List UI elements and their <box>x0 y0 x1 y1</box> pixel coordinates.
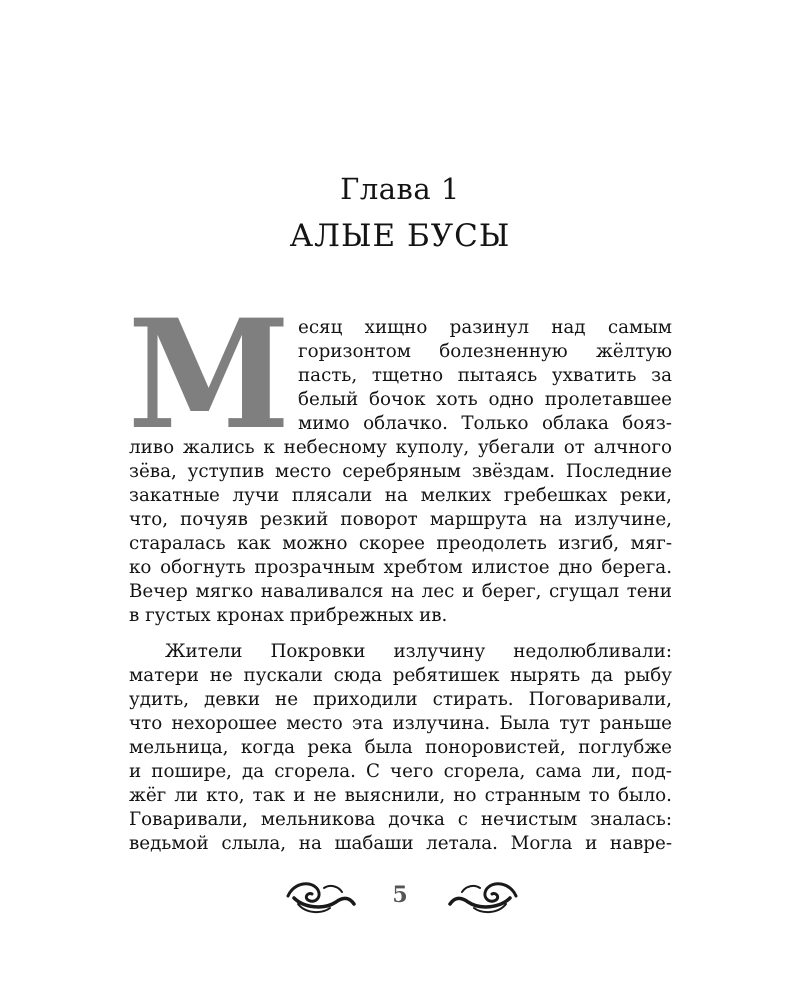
text-line: закатные лучи плясали на мелких гребешках реки, <box>129 485 672 506</box>
drop-cap: М <box>127 287 291 463</box>
text-line: в густых кронах прибрежных ив. <box>129 605 448 626</box>
right-flourish-icon <box>448 874 520 918</box>
text-line: ведьмой слыла, на шабаши летала. Могла и навре- <box>129 833 672 854</box>
chapter-title: АЛЫЕ БУСЫ <box>289 218 511 254</box>
text-line: ливо жались к небесному куполу, убегали от алчного <box>129 437 672 458</box>
text-line: и пошире, да сгорела. С чего сгорела, сама ли, под- <box>129 761 672 782</box>
text-line: матери не пускали сюда ребятишек нырять да рыбу <box>129 665 672 686</box>
text-line: пасть, тщетно пытаясь ухватить за <box>298 365 672 386</box>
text-line: белый бочок хоть одно пролетавшее <box>298 389 672 410</box>
text-line: горизонтом болезненную жёлтую <box>298 341 672 362</box>
text-line: старалась как можно скорее преодолеть изгиб, мяг- <box>129 533 672 554</box>
page-number: 5 <box>392 882 408 908</box>
text-line: что нехорошее место эта излучина. Была тут раньше <box>129 713 672 734</box>
text-line: ко обогнуть прозрачным хребтом илистое дно берега. <box>129 557 672 578</box>
text-line: что, почуяв резкий поворот маршрута на излучине, <box>129 509 672 530</box>
text-line: зёва, уступив место серебряным звёздам. Последние <box>129 461 672 482</box>
text-line: Говаривали, мельникова дочка с нечистым зналась: <box>129 809 672 830</box>
text-line: Жители Покровки излучину недолюбливали: <box>165 641 672 662</box>
text-line: мельница, когда река была поноровистей, поглубже <box>129 737 672 758</box>
text-line: мимо облачко. Только облака бояз- <box>298 413 672 434</box>
text-line: жёг ли кто, так и не выяснили, но странным то было. <box>129 785 672 806</box>
text-line: удить, девки не приходили стирать. Поговаривали, <box>129 689 672 710</box>
chapter-label: Глава 1 <box>340 172 460 206</box>
text-line: Вечер мягко наваливался на лес и берег, сгущал тени <box>129 581 672 602</box>
text-line: есяц хищно разинул над самым <box>298 317 672 338</box>
